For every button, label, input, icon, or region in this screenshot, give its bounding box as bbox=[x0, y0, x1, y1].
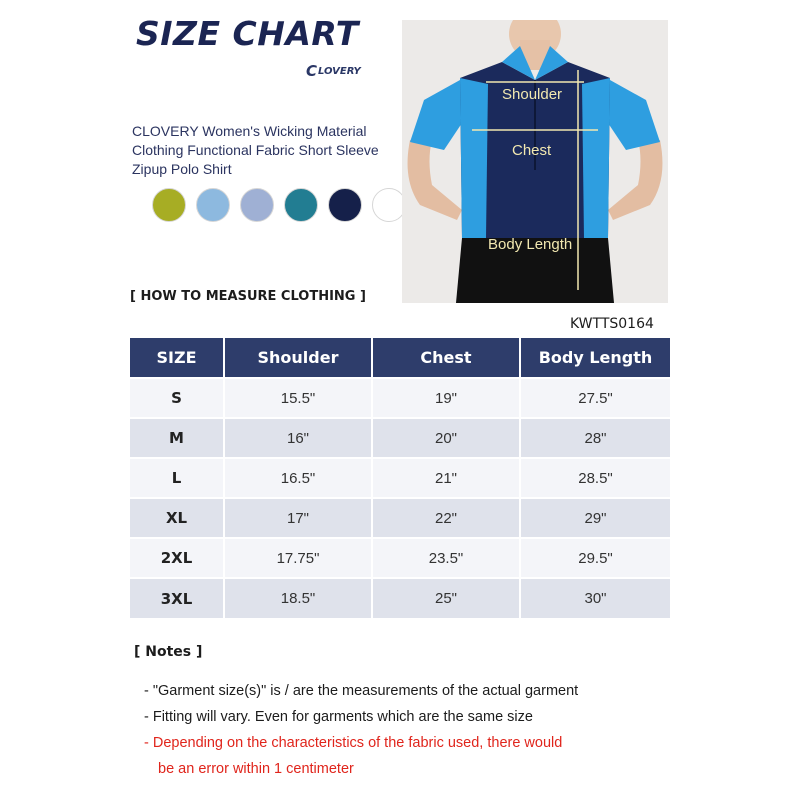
table-cell: 27.5" bbox=[520, 378, 670, 418]
table-cell: 20" bbox=[372, 418, 520, 458]
product-code: KWTTS0164 bbox=[570, 316, 654, 332]
table-cell: 28.5" bbox=[520, 458, 670, 498]
table-cell: 16" bbox=[224, 418, 372, 458]
note-warning: - Depending on the characteristics of the fabric used, there would bbox=[144, 735, 563, 751]
table-cell: 18.5" bbox=[224, 578, 372, 618]
chest-label: Chest bbox=[512, 142, 552, 159]
table-cell: 25" bbox=[372, 578, 520, 618]
size-chart-title: SIZE CHART bbox=[136, 14, 359, 53]
color-swatch bbox=[372, 188, 406, 222]
table-row bbox=[130, 458, 670, 498]
column-header: Chest bbox=[372, 338, 520, 378]
table-cell: 23.5" bbox=[372, 538, 520, 578]
table-cell: 22" bbox=[372, 498, 520, 538]
product-description: CLOVERY Women's Wicking Material Clothing Functional Fabric Short Sleeve Zipup Polo Shirt bbox=[132, 123, 379, 177]
table-cell: L bbox=[130, 458, 224, 498]
table-cell: 19" bbox=[372, 378, 520, 418]
table-cell: M bbox=[130, 418, 224, 458]
table-cell: 16.5" bbox=[224, 458, 372, 498]
note-item: - "Garment size(s)" is / are the measurements of the actual garment bbox=[144, 683, 579, 699]
brand-logo-name: LOVERY bbox=[318, 65, 361, 77]
table-cell: 29" bbox=[520, 498, 670, 538]
table-cell: 21" bbox=[372, 458, 520, 498]
brand-logo-letter: C bbox=[306, 62, 318, 80]
column-header: Shoulder bbox=[224, 338, 372, 378]
table-row bbox=[130, 538, 670, 578]
color-swatch bbox=[240, 188, 274, 222]
table-row bbox=[130, 498, 670, 538]
table-cell: 15.5" bbox=[224, 378, 372, 418]
table-cell: 17" bbox=[224, 498, 372, 538]
shoulder-label: Shoulder bbox=[502, 86, 563, 103]
note-warning-continuation: be an error within 1 centimeter bbox=[158, 761, 354, 777]
how-to-measure-heading: [ HOW TO MEASURE CLOTHING ] bbox=[130, 289, 366, 304]
color-swatch bbox=[196, 188, 230, 222]
notes-title: [ Notes ] bbox=[134, 644, 203, 660]
column-header: SIZE bbox=[130, 338, 224, 378]
table-cell: 17.75" bbox=[224, 538, 372, 578]
color-swatch bbox=[284, 188, 318, 222]
model-photo bbox=[402, 20, 668, 303]
color-swatch bbox=[152, 188, 186, 222]
brand-logo bbox=[306, 62, 361, 80]
table-cell: 30" bbox=[520, 578, 670, 618]
table-cell: 28" bbox=[520, 418, 670, 458]
table-header-row bbox=[130, 338, 670, 378]
table-row bbox=[130, 418, 670, 458]
table-row bbox=[130, 578, 670, 618]
column-header: Body Length bbox=[520, 338, 670, 378]
table-cell: 3XL bbox=[130, 578, 224, 618]
table-row bbox=[130, 378, 670, 418]
note-item: - Fitting will vary. Even for garments which are the same size bbox=[144, 709, 533, 725]
color-swatch bbox=[328, 188, 362, 222]
table-cell: XL bbox=[130, 498, 224, 538]
table-cell: S bbox=[130, 378, 224, 418]
body-length-label: Body Length bbox=[488, 236, 573, 253]
table-cell: 2XL bbox=[130, 538, 224, 578]
color-swatches bbox=[152, 188, 406, 222]
size-table bbox=[130, 338, 670, 618]
table-cell: 29.5" bbox=[520, 538, 670, 578]
model-illustration bbox=[402, 20, 668, 303]
notes-list bbox=[144, 678, 578, 782]
